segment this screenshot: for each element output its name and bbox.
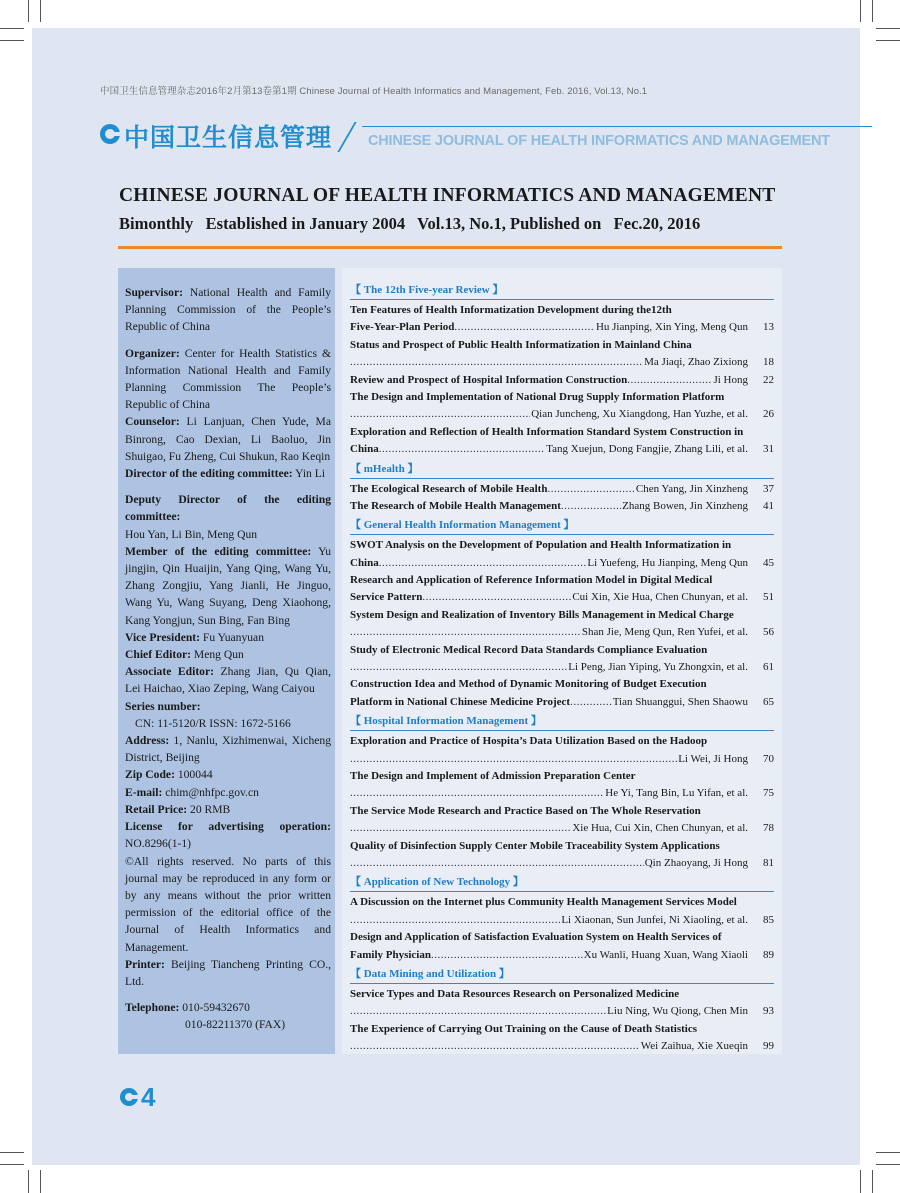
crop-mark [876,1152,900,1153]
toc-entry[interactable]: Review and Prospect of Hospital Information Construction ..... Ji Hong 22 [350,374,774,391]
crop-mark [876,1164,900,1165]
toc-entry[interactable]: China ..... Tang Xuejun, Dong Fangjie, Zhang Lili, et al. 31 [350,443,774,460]
toc-page-number: 89 [763,948,774,961]
crop-mark [28,0,29,22]
toc-entry-title-line: SWOT Analysis on the Development of Population and Health Informatization in [350,539,732,552]
leader-dots [350,626,581,638]
crop-mark [28,1170,29,1193]
crop-mark [860,0,861,22]
toc-entry-title-line: Quality of Disinfection Supply Center Mobile Traceability System Applications [350,839,720,852]
toc-entry-title-line: Ten Features of Health Informatization Development during the12th [350,304,672,316]
toc-page-number: 65 [763,695,774,708]
leader-dots [350,914,560,926]
toc-entry[interactable]: Service Pattern ..... Cui Xin, Xie Hua, Chen Chunyan, et al. 51 [350,591,774,608]
toc-entry-title-line: Study of Electronic Medical Record Data Standards Compliance Evaluation [350,643,708,656]
vice-president-info: Vice President: Fu Yuanyuan [125,630,264,644]
toc-entry[interactable]: Family Physician ..... Xu Wanli, Huang Xuan, Wang Xiaoli 89 [350,949,774,966]
running-header: 中国卫生信息管理杂志2016年2月第13卷第1期 Chinese Journal of Health Informatics and Management, Feb. 2016, Vol.13, No.1 [100,86,648,97]
leader-dots [431,949,583,961]
toc-page-number: 18 [763,356,774,369]
toc-entry-title-line: The Design and Implement of Admission Preparation Center [350,769,636,782]
toc-page-number: 26 [763,408,774,421]
counselor-info: Counselor: Li Lanjuan, Chen Yude, Ma Binrong, Cao Dexian, Li Baoluo, Jin Shuigao, Fu Zheng, Cui Shukun, Rao Keqin [125,415,331,463]
toc-entry[interactable]: ..... Li Peng, Jian Yiping, Yu Zhongxin, et al. 61 [350,661,774,678]
leader-dots [547,483,634,495]
journal-logo-icon [100,124,120,144]
toc-section-heading: 【 General Health Information Management 】 [350,517,774,535]
toc-entry[interactable]: The Ecological Research of Mobile Health ..... Chen Yang, Jin Xinzheng 37 [350,483,774,500]
toc-entry[interactable]: ..... Xie Hua, Cui Xin, Chen Chunyan, et al. 78 [350,822,774,839]
leader-dots [561,500,621,512]
masthead-slash [337,122,356,152]
toc-page-number: 78 [763,822,774,835]
toc-page-number: 45 [763,556,774,569]
leader-dots [379,557,587,569]
series-number-info: Series number: CN: 11-5120/R ISSN: 1672-5166 [125,699,291,730]
zip-code-info: Zip Code: 100044 [125,768,213,782]
leader-dots [422,591,571,603]
leader-dots [350,857,644,869]
page-number: 4 [141,1082,156,1112]
toc-entry-title-line: Research and Application of Reference Information Model in Digital Medical [350,574,713,587]
toc-page-number: 31 [763,443,774,456]
toc-entry-title-line: The Design and Implementation of National Drug Supply Information Platform [350,390,725,403]
toc-page-number: 56 [763,626,774,639]
crop-mark [0,1152,24,1153]
crop-mark [0,28,24,29]
toc-entry-title-line: System Design and Realization of Inventory Bills Management in Medical Charge [350,608,734,621]
journal-subtitle: Bimonthly Established in January 2004 Vol.13, No.1, Published on Fec.20, 2016 [119,214,701,233]
toc-page-number: 81 [763,856,774,869]
toc-entry[interactable]: ..... Qin Zhaoyang, Ji Hong 81 [350,857,774,874]
toc-entry-title-line: The Service Mode Research and Practice Based on The Whole Reservation [350,804,701,817]
address-info: Address: 1, Nanlu, Xizhimenwai, Xicheng District, Beijing [125,734,331,765]
crop-mark [872,0,873,22]
toc-entry[interactable]: Platform in National Chinese Medicine Project ..... Tian Shuanggui, Shen Shaowu 65 [350,696,774,713]
leader-dots [350,787,604,799]
toc-section-heading: 【 Application of New Technology 】 [350,874,774,892]
toc-entry-title-line: Design and Application of Satisfaction Evaluation System on Health Services of [350,931,722,944]
leader-dots [350,356,643,368]
crop-mark [876,28,900,29]
deputy-director-info: Deputy Director of the editing committee: Hou Yan, Li Bin, Meng Qun [125,493,331,541]
leader-dots [379,443,545,455]
copyright-notice: ©All rights reserved. No parts of this journal may be reproduced in any form or by any means without the prior written permission of the editorial office of the Journal of Health Informatics and Management. [125,854,331,954]
table-of-contents [342,268,782,1054]
crop-mark [0,1164,24,1165]
toc-section-heading: 【 mHealth 】 [350,461,774,479]
leader-dots [350,1005,606,1017]
leader-dots [454,321,595,333]
journal-english-masthead: CHINESE JOURNAL OF HEALTH INFORMATICS AND MANAGEMENT [368,133,830,149]
masthead-line [362,126,872,127]
toc-entry-title-line: Construction Idea and Method of Dynamic Monitoring of Budget Execution [350,678,707,691]
toc-entry[interactable]: China ..... Li Yuefeng, Hu Jianping, Meng Qun 45 [350,557,774,574]
toc-entry-title-line: A Discussion on the Internet plus Community Health Management Services Model [350,896,737,909]
toc-section-heading: 【 Hospital Information Management 】 [350,713,774,731]
crop-mark [40,1170,41,1193]
printer-info: Printer: Beijing Tiancheng Printing CO., Ltd. [125,957,331,988]
toc-page-number: 93 [763,1005,774,1018]
leader-dots [627,374,712,386]
leader-dots [350,408,530,420]
crop-mark [876,40,900,41]
journal-chinese-title: 中国卫生信息管理 [124,123,333,152]
toc-entry-title-line: The Experience of Carrying Out Training on the Cause of Death Statistics [350,1022,697,1035]
toc-section-heading: 【 Data Mining and Utilization 】 [350,966,774,984]
director-info: Director of the editing committee: Yin Li [125,467,326,481]
crop-mark [872,1170,873,1193]
toc-entry[interactable]: ..... Li Wei, Ji Hong 70 [350,753,774,770]
toc-page-number: 75 [763,787,774,800]
crop-mark [860,1170,861,1193]
toc-entry[interactable]: ..... Shan Jie, Meng Qun, Ren Yufei, et al. 56 [350,626,774,643]
leader-dots [350,1040,640,1052]
toc-entry[interactable]: ..... Li Xiaonan, Sun Junfei, Ni Xiaoling, et al. 85 [350,914,774,931]
supervisor-info: Supervisor: National Health and Family Planning Commission of the People’s Republic of China [125,286,331,334]
toc-entry[interactable]: ..... Wei Zaihua, Xie Xueqin 99 [350,1040,774,1057]
leader-dots [350,753,677,765]
toc-section-heading: 【 The 12th Five-year Review 】 [350,282,774,300]
retail-price-info: Retail Price: 20 RMB [125,802,231,816]
email-info: E-mail: chim@nhfpc.gov.cn [125,785,259,799]
toc-page-number: 41 [763,499,774,512]
title-rule [118,246,782,249]
journal-logo-icon [120,1088,138,1106]
toc-page-number: 37 [763,482,774,495]
toc-page-number: 61 [763,661,774,674]
advertising-license-info: License for advertising operation: NO.8296(1-1) [125,820,331,851]
committee-member-info: Member of the editing committee: Yu jingjin, Qin Huaijin, Yang Qing, Wang Yu, Zhang Zongjiu, Yang Jianli, He Jinguo, Wang Yu, Wang Suyang, Deng Xiaohong, Kang Yongjun, Sun Bing, Fan Bing [125,544,331,627]
journal-title: CHINESE JOURNAL OF HEALTH INFORMATICS AND MANAGEMENT [119,185,776,206]
associate-editor-info: Associate Editor: Zhang Jian, Qu Qian, Lei Haichao, Xiao Zeping, Wang Caiyou [125,665,331,696]
chief-editor-info: Chief Editor: Meng Qun [125,648,244,662]
toc-entry[interactable]: ..... He Yi, Tang Bin, Lu Yifan, et al. 75 [350,787,774,804]
masthead [100,118,870,158]
toc-page-number: 99 [763,1040,774,1053]
editorial-info-panel [118,268,335,1054]
toc-entry[interactable]: Five-Year-Plan Period ..... Hu Jianping, Xin Ying, Meng Qun 13 [350,321,774,338]
leader-dots [570,696,612,708]
toc-entry[interactable]: ..... Liu Ning, Wu Qiong, Chen Min 93 [350,1005,774,1022]
toc-page-number: 51 [763,591,774,604]
toc-entry[interactable]: ..... Ma Jiaqi, Zhao Zixiong 18 [350,356,774,373]
crop-mark [40,0,41,22]
leader-dots [350,822,571,834]
toc-entry[interactable]: The Research of Mobile Health Management ..... Zhang Bowen, Jin Xinzheng 41 [350,500,774,517]
toc-entry[interactable]: ..... Qian Juncheng, Xu Xiangdong, Han Yuzhe, et al. 26 [350,408,774,425]
toc-entry-title-line: Service Types and Data Resources Research on Personalized Medicine [350,987,680,1000]
toc-page-number: 22 [763,373,774,386]
leader-dots [350,661,567,673]
toc-page-number: 85 [763,913,774,926]
toc-page-number: 13 [763,321,774,334]
toc-entry-title-line: Status and Prospect of Public Health Informatization in Mainland China [350,338,692,351]
toc-entry-title-line: Exploration and Practice of Hospita’s Data Utilization Based on the Hadoop [350,735,708,748]
crop-mark [0,40,24,41]
toc-entry-title-line: Exploration and Reflection of Health Information Standard System Construction in [350,425,744,438]
toc-page-number: 70 [763,752,774,765]
organizer-info: Organizer: Center for Health Statistics & Information National Health and Family Planning Commission The People’s Republic of China [125,346,331,412]
telephone-info: Telephone: 010-59432670 010-82211370 (FAX) [125,1001,286,1032]
